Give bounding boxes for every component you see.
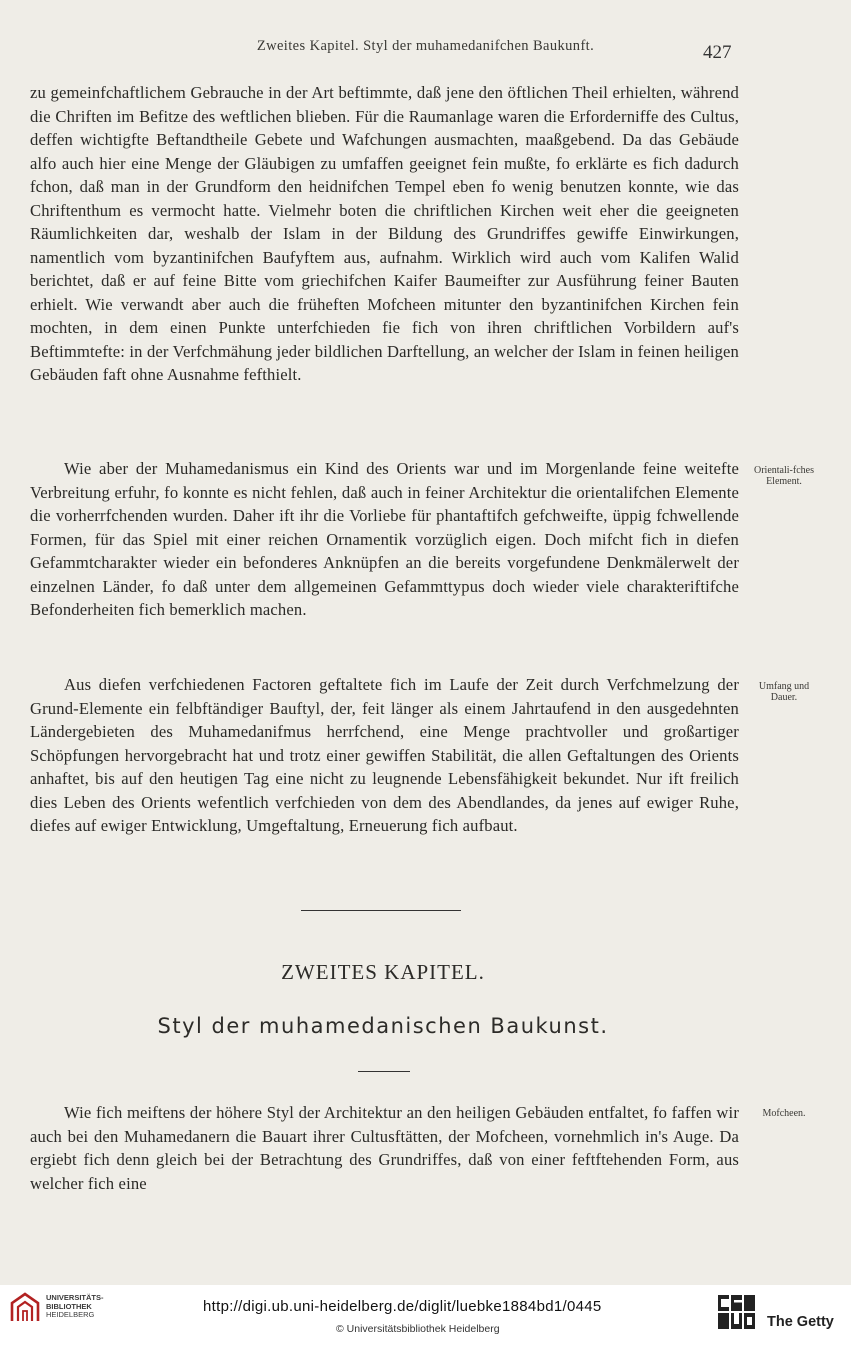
paragraph-1: zu gemeinfchaftlichem Gebrauche in der Art beftimmte, daß jene den öftlichen Theil erhielten, während die Chriften im Befitze des weftlichen blieben. Für die Raumanlage waren die Erforderniffe des Cultus, deffen wichtigfte Beftandtheile Gebete und Wafchungen ausmachten, maaßgebend. Da das Gebäude alfo auch hier eine Menge der Gläubigen zu umfaffen geeignet fein mußte, fo erklärte es fich dadurch fchon, daß man in der Grundform den heidnifchen Tempel eben fo wenig benutzen konnte, wie das Chriftenthum es vermocht hatte. Vielmehr boten die chriftlichen Kirchen weit eher die geeigneten Räumlichkeiten dar, weshalb der Islam in der Bildung des Grundriffes gewiffe Einwirkungen, namentlich vom byzantinifchen Baufyftem aus, aufnahm. Wirklich wird auch vom Kalifen Walid berichtet, daß er auf feine Bitte vom griechifchen Kaifer Baumeifter zur Ausführung feiner Bauten erhielt. Wie verwandt aber auch die früheften Mofcheen mitunter den byzantinifchen Kirchen fein mochten, in dem einen Punkte unterfchieden fie fich von ihren chriftlichen Vorbildern auf's Beftimmtefte: in der Verfchmähung jeder bildlichen Darftellung, an welcher der Islam in feinen heiligen Gebäuden faft ohne Ausnahme fefthielt. xyxy=(30,83,739,384)
paragraph-3: Aus diefen verfchiedenen Factoren geftaltete fich im Laufe der Zeit durch Verfchmelzung der Grund-Elemente ein felbftändiger Bauftyl, der, feit länger als einem Jahrtaufend in den ausgedehnten Ländergebieten des Muhamedanifmus herrfchend, eine Menge prachtvoller und großartiger Schöpfungen hervorgebracht hat und trotz einer gewiffen Stabilität, die allen Geftaltungen des Orients anhaftet, bis auf den heutigen Tag eine nicht zu leugnende Lebensfähigkeit bekundet. Nur ift freilich dies Leben des Orients wefentlich verfchieden von dem des Abendlandes, da jenes auf ewiger Ruhe, diefes auf ewiger Entwicklung, Umgeftaltung, Erneuerung fich aufbaut. xyxy=(30,675,739,835)
library-name xyxy=(46,1294,104,1320)
section-rule xyxy=(301,910,461,911)
library-name-line: HEIDELBERG xyxy=(46,1310,95,1319)
library-name-line: UNIVERSITÄTS- xyxy=(46,1293,104,1302)
margin-note-umfang-und-dauer: Umfang und Dauer. xyxy=(758,681,810,703)
permalink-url[interactable]: http://digi.ub.uni-heidelberg.de/diglit/luebke1884bd1/0445 xyxy=(203,1298,602,1315)
title-rule xyxy=(358,1071,410,1072)
library-name-line: BIBLIOTHEK xyxy=(46,1301,92,1311)
paragraph-4: Wie fich meiftens der höhere Styl der Architektur an den heiligen Gebäuden entfaltet, fo faffen wir auch bei den Muhamedanern die Bauart ihrer Cultusftätten, der Mofcheen, vornehmlich in's Auge. Da ergiebt fich denn gleich bei der Betrachtung des Grundriffes, daß von einer feftftehenden Form, aus welcher fich eine xyxy=(30,1103,739,1193)
running-head: Zweites Kapitel. Styl der muhamedanifchen Baukunft. xyxy=(256,38,595,54)
paragraph-2: Wie aber der Muhamedanismus ein Kind des Orients war und im Morgenlande feine weitefte Verbreitung erfuhr, fo konnte es nicht fehlen, daß auch in feiner Architektur die orientalifchen Elemente die vorherrfchenden wurden. Daher ift ihr die Vorliebe für phantaftifch gefchweifte, üppig fchwellende Formen, für das Spiel mit einer reichen Ornamentik vorzüglich eigen. Doch mifcht fich in diefen Gefammtcharakter wieder ein befonderes Anknüpfen an die bereits vorgefundene Denkmälerwelt der einzelnen Länder, fo daß unter dem allgemeinen Gefammttypus doch wieder viele charakteriftifche Befonderheiten fich bemerklich machen. xyxy=(30,459,739,619)
page-number: 427 xyxy=(703,42,732,63)
copyright-notice: © Universitätsbibliothek Heidelberg xyxy=(336,1323,500,1335)
getty-logo-icon[interactable] xyxy=(717,1294,757,1330)
viewer-footer xyxy=(0,1285,851,1345)
margin-note-orientalisches-element: Orientali-fches Element. xyxy=(754,465,814,487)
chapter-title: Styl der muhamedanischen Baukunst. xyxy=(157,1014,609,1038)
getty-name: The Getty xyxy=(767,1314,834,1330)
margin-note-moscheen: Mofcheen. xyxy=(762,1108,806,1119)
chapter-heading: ZWEITES KAPITEL. xyxy=(281,960,485,984)
university-library-heidelberg-logo-icon[interactable] xyxy=(8,1291,42,1325)
